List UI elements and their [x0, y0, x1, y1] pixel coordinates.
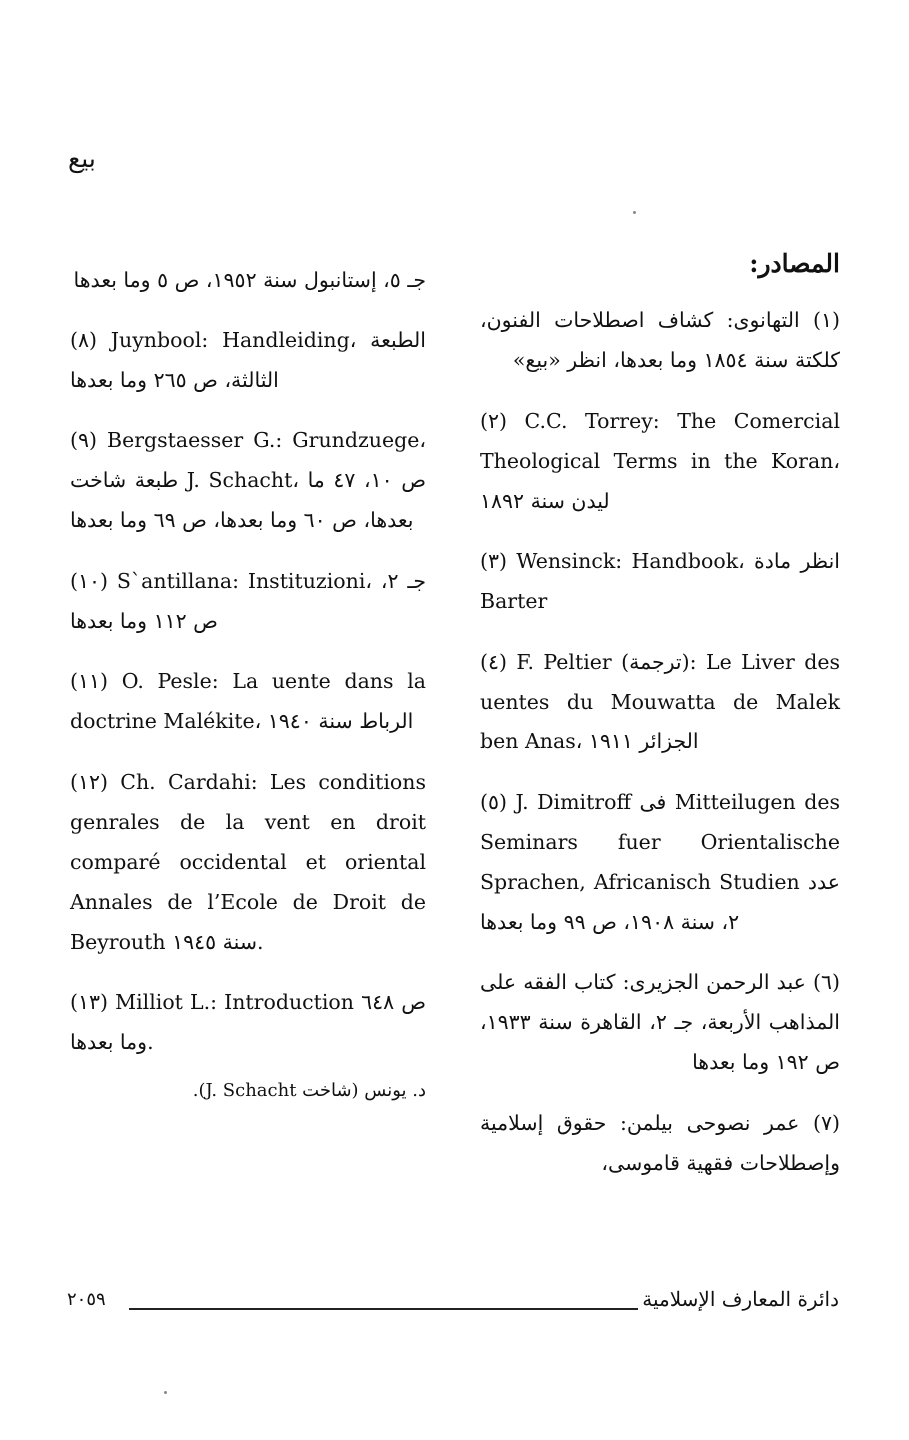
running-head: بيع [68, 144, 96, 173]
footer-rule [129, 1308, 638, 1310]
scan-speck [633, 211, 636, 214]
author-signature: د. يونس (شاخت J. Schacht). [192, 1079, 426, 1101]
right-column [480, 240, 840, 1202]
source-entry-1: (١) التهانوى: كشاف اصطلاحات الفنون، كلكتة سنة ١٨٥٤ وما بعدها، انظر «بيع» [480, 308, 840, 373]
journal-title: دائرة المعارف الإسلامية [642, 1287, 839, 1311]
source-entry-7: (٧) عمر نصوحى بيلمن: حقوق إسلامية وإصطلاحات فقهية قاموسى، [480, 1110, 840, 1175]
scan-speck [164, 1391, 167, 1394]
source-entry-11: (١١) O. Pesle: La uente dans la doctrine Malékite، الرباط سنة ١٩٤٠ [70, 669, 426, 734]
source-entry-5: (٥) J. Dimitroff فى Mitteilugen des Seminars fuer Orientalische Sprachen, Africanisch Studien عدد ٢، سنة ١٩٠٨، ص ٩٩ وما بعدها [480, 789, 840, 934]
source-entry-12: (١٢) Ch. Cardahi: Les conditions genrales de la vent en droit comparé occidental et oriental Annales de l’Ecole de Droit de Beyrouth سنة ١٩٤٥. [70, 769, 426, 954]
source-entry-4: (٤) F. Peltier (ترجمة): Le Liver des uentes du Mouwatta de Malek ben Anas، الجزائر ١٩١١ [480, 649, 840, 754]
source-entry-3: (٣) Wensinck: Handbook، انظر مادة Barter [480, 549, 840, 614]
source-entry-2: (٢) C.C. Torrey: The Comercial Theological Terms in the Koran، ليدن سنة ١٨٩٢ [480, 408, 840, 513]
page-footer [67, 1287, 839, 1323]
source-entry-9: (٩) Bergstaesser G.: Grundzuege، طبعة شاخت J. Schacht، ص ١٠، ٤٧ ما بعدها، ص ٦٠ وما بعدها، ص ٦٩ وما بعدها [70, 428, 427, 533]
source-entry-10: (١٠) S`antillana: Instituzioni، جـ ٢، ص ١١٢ وما بعدها [70, 568, 426, 633]
source-entry-13: (١٣) Milliot L.: Introduction ص ٦٤٨ وما بعدها. [70, 990, 426, 1054]
page-number: ٢٠٥٩ [67, 1289, 106, 1310]
source-entry-8: (٨) Juynbool: Handleiding، الطبعة الثالثة، ص ٢٦٥ وما بعدها [70, 327, 426, 392]
sources-heading: المصادر: [749, 249, 840, 278]
source-entry-7-continued: جـ ٥، إستانبول سنة ١٩٥٢، ص ٥ وما بعدها [73, 267, 426, 292]
left-column [70, 240, 426, 1122]
source-entry-6: (٦) عبد الرحمن الجزيرى: كتاب الفقه على المذاهب الأربعة، جـ ٢، القاهرة سنة ١٩٣٣، ص ١٩٢ وما بعدها [480, 970, 840, 1075]
